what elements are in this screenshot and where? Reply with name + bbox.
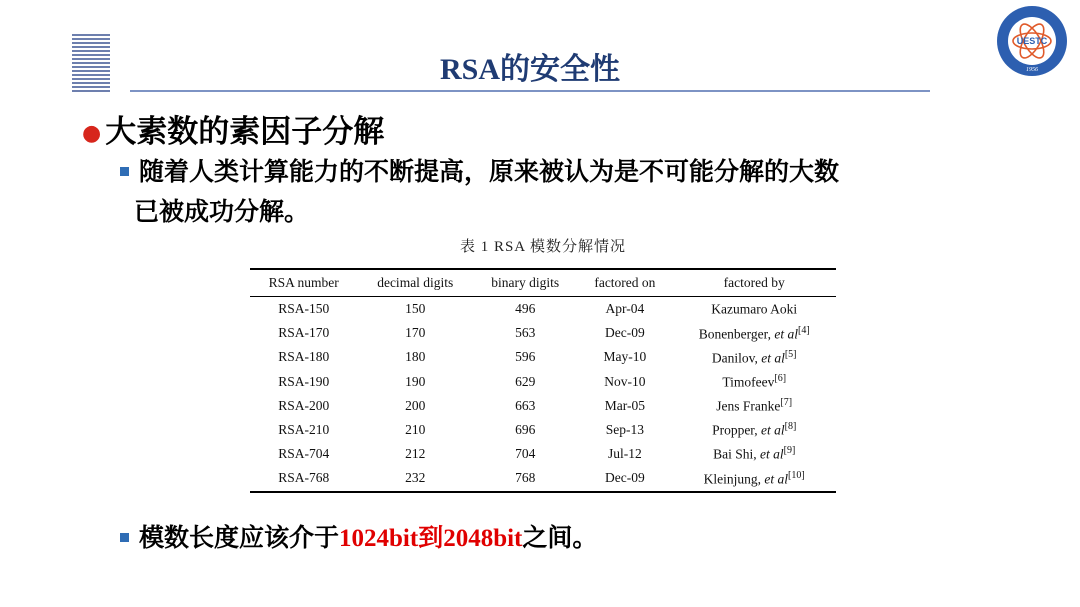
- sub-bullet-2-pre: 模数长度应该介于: [139, 523, 340, 552]
- factored-by-name: Kleinjung,: [703, 471, 765, 487]
- main-bullet: [82, 106, 384, 151]
- cell-factored-on: Mar-05: [604, 397, 645, 413]
- col-header-decimal-digits: decimal digits: [357, 269, 473, 297]
- citation-ref: [6]: [774, 372, 787, 384]
- cell-rsa-number: RSA-180: [278, 349, 330, 365]
- square-bullet-icon: [120, 167, 129, 176]
- table-row: [250, 394, 836, 418]
- sub-bullet-2: [120, 518, 597, 559]
- table-row: [250, 442, 836, 466]
- citation-ref: [8]: [784, 421, 797, 433]
- citation-ref: [9]: [783, 445, 796, 457]
- col-header-factored-on: factored on: [577, 269, 672, 297]
- table-row: [250, 466, 836, 491]
- cell-binary-digits: 596: [515, 349, 536, 365]
- factored-by-name: Propper,: [712, 422, 762, 438]
- cell-factored-on: Nov-10: [604, 373, 646, 389]
- table-row: [250, 345, 836, 369]
- svg-text:UESTC: UESTC: [1016, 36, 1048, 46]
- table-row: [250, 321, 836, 345]
- title-underline: [130, 90, 930, 92]
- main-bullet-text: 大素数的素因子分解: [105, 114, 385, 150]
- factored-by-name: Danilov,: [711, 350, 762, 366]
- cell-binary-digits: 768: [473, 466, 577, 491]
- cell-rsa-number: RSA-200: [278, 397, 330, 413]
- cell-binary-digits: 704: [515, 446, 536, 462]
- square-bullet-icon: [120, 533, 129, 542]
- rsa-table: [250, 268, 836, 493]
- citation-ref: [4]: [798, 324, 810, 336]
- cell-binary-digits: 663: [515, 397, 536, 413]
- et-al: et al: [764, 471, 789, 487]
- table-row: [250, 370, 836, 394]
- table-header-row: [250, 269, 836, 297]
- cell-factored-on: May-10: [603, 349, 647, 365]
- citation-ref: [5]: [784, 348, 797, 360]
- slide-title: RSA的安全性: [439, 53, 620, 86]
- cell-factored-on: Dec-09: [605, 325, 645, 341]
- uestc-logo: [995, 4, 1069, 78]
- col-header-binary-digits: binary digits: [473, 269, 577, 297]
- cell-factored-by: [672, 297, 836, 322]
- cell-factored-by: [672, 345, 836, 369]
- citation-ref: [10]: [788, 469, 805, 481]
- sub-bullet-2-post: 之间。: [522, 523, 598, 552]
- cell-decimal-digits: 210: [405, 422, 426, 438]
- et-al: et al: [761, 422, 785, 438]
- sub-bullet-1-line2: 已被成功分解。: [134, 197, 310, 226]
- cell-decimal-digits: 150: [405, 301, 426, 317]
- et-al: et al: [761, 350, 785, 366]
- cell-decimal-digits: 170: [405, 325, 426, 341]
- cell-factored-by: [672, 394, 836, 418]
- cell-binary-digits: 696: [515, 422, 536, 438]
- cell-decimal-digits: 190: [405, 373, 426, 389]
- factored-by-name: Kazumaro Aoki: [711, 301, 798, 317]
- cell-factored-by: [672, 442, 836, 466]
- cell-rsa-number: RSA-170: [278, 325, 330, 341]
- col-header-factored-by: factored by: [672, 269, 836, 297]
- sub-bullet-1: [120, 152, 1040, 232]
- cell-factored-on: Jul-12: [608, 446, 642, 462]
- cell-rsa-number: RSA-190: [278, 373, 330, 389]
- cell-rsa-number: RSA-768: [250, 466, 357, 491]
- cell-factored-by: [672, 418, 836, 442]
- cell-binary-digits: 629: [515, 373, 536, 389]
- bit-range-highlight: 1024bit到2048bit: [339, 525, 523, 552]
- cell-factored-by: [672, 370, 836, 394]
- table-row: [250, 418, 836, 442]
- table-row: [250, 297, 836, 322]
- cell-factored-by: [672, 321, 836, 345]
- bullet-dot-icon: ●: [82, 121, 102, 146]
- cell-factored-by: [672, 466, 836, 491]
- factored-by-name: Bai Shi,: [713, 446, 760, 462]
- factored-by-name: Bonenberger,: [698, 326, 775, 342]
- et-al: et al: [774, 326, 798, 342]
- cell-factored-on: Dec-09: [577, 466, 672, 491]
- et-al: et al: [759, 446, 784, 462]
- table-caption: 表 1 RSA 模数分解情况: [459, 239, 627, 255]
- cell-binary-digits: 496: [515, 301, 536, 317]
- cell-factored-on: Sep-13: [605, 422, 644, 438]
- svg-text:1956: 1956: [1026, 67, 1038, 73]
- citation-ref: [7]: [780, 397, 793, 409]
- cell-rsa-number: RSA-210: [278, 422, 330, 438]
- sub-bullet-1-line1: 随着人类计算能力的不断提高，原来被认为是不可能分解的大数: [139, 157, 840, 186]
- cell-rsa-number: RSA-150: [278, 301, 330, 317]
- cell-binary-digits: 563: [515, 325, 536, 341]
- col-header-rsa-number: RSA number: [250, 269, 357, 297]
- cell-decimal-digits: 212: [405, 446, 426, 462]
- cell-decimal-digits: 200: [405, 397, 426, 413]
- cell-decimal-digits: 232: [357, 466, 473, 491]
- cell-rsa-number: RSA-704: [278, 446, 330, 462]
- cell-decimal-digits: 180: [405, 349, 426, 365]
- factored-by-name: Timofeev: [722, 374, 775, 390]
- cell-factored-on: Apr-04: [605, 301, 645, 317]
- factored-by-name: Jens Franke: [716, 398, 781, 414]
